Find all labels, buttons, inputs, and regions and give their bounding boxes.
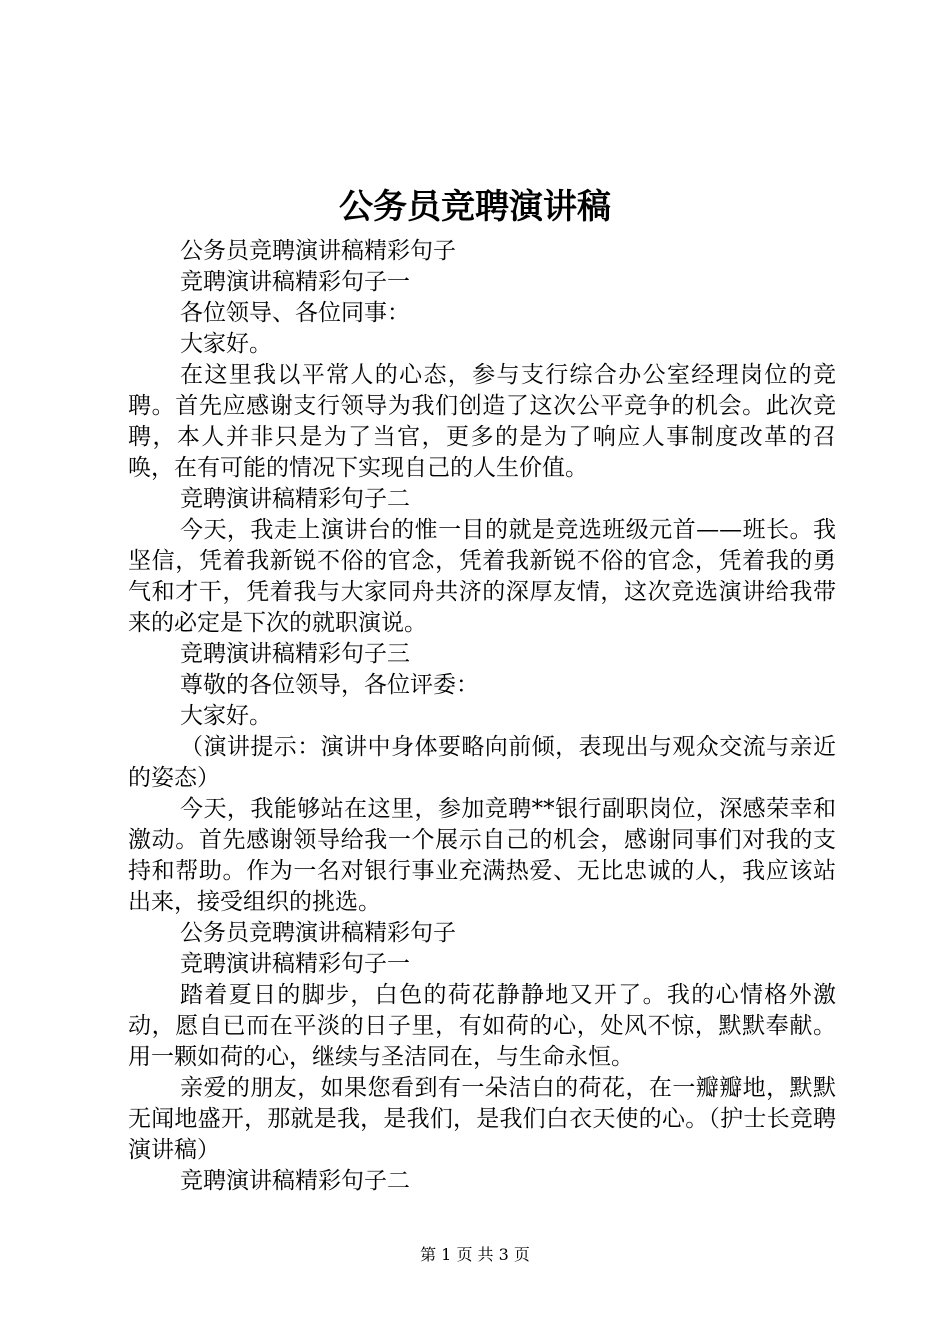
paragraph: 竞聘演讲稿精彩句子二 — [180, 486, 410, 512]
document-body — [128, 236, 836, 1197]
paragraph: 踏着夏日的脚步，白色的荷花静静地又开了。我的心情格外激动，愿自已而在平淡的日子里，有如荷的心，处风不惊，默默奉献。用一颗如荷的心，继续与圣洁同在，与生命永恒。 — [128, 982, 836, 1070]
paragraph: 尊敬的各位领导，各位评委： — [180, 672, 479, 698]
paragraph: 亲爱的朋友，如果您看到有一朵洁白的荷花，在一瓣瓣地，默默无闻地盛开，那就是我，是我们，是我们白衣天使的心。（护士长竞聘演讲稿） — [128, 1075, 836, 1163]
document-title: 公务员竞聘演讲稿 — [339, 187, 611, 227]
paragraph: 竞聘演讲稿精彩句子二 — [180, 1168, 410, 1194]
paragraph: 在这里我以平常人的心态，参与支行综合办公室经理岗位的竞聘。首先应感谢支行领导为我们创造了这次公平竞争的机会。此次竞聘，本人并非只是为了当官，更多的是为了响应人事制度改革的召唤，在有可能的情况下实现自己的人生价值。 — [128, 362, 836, 481]
paragraph: 各位领导、各位同事： — [180, 300, 410, 326]
paragraph: 大家好。 — [180, 703, 272, 729]
paragraph: （演讲提示：演讲中身体要略向前倾，表现出与观众交流与亲近的姿态） — [128, 734, 836, 791]
paragraph: 公务员竞聘演讲稿精彩句子 — [180, 920, 456, 946]
paragraph: 竞聘演讲稿精彩句子三 — [180, 641, 410, 667]
paragraph: 公务员竞聘演讲稿精彩句子 — [180, 238, 456, 264]
paragraph: 竞聘演讲稿精彩句子一 — [180, 269, 410, 295]
page-footer: 第 1 页 共 3 页 — [420, 1245, 530, 1264]
paragraph: 今天，我走上演讲台的惟一目的就是竞选班级元首——班长。我坚信，凭着我新锐不俗的官念，凭着我新锐不俗的官念，凭着我的勇气和才干，凭着我与大家同舟共济的深厚友情，这次竞选演讲给我带来的必定是下次的就职演说。 — [128, 517, 836, 636]
paragraph: 大家好。 — [180, 331, 272, 357]
paragraph: 今天，我能够站在这里，参加竞聘**银行副职岗位，深感荣幸和激动。首先感谢领导给我一个展示自己的机会，感谢同事们对我的支持和帮助。作为一名对银行事业充满热爱、无比忠诚的人，我应该站出来，接受组织的挑选。 — [128, 796, 836, 915]
paragraph: 竞聘演讲稿精彩句子一 — [180, 951, 410, 977]
